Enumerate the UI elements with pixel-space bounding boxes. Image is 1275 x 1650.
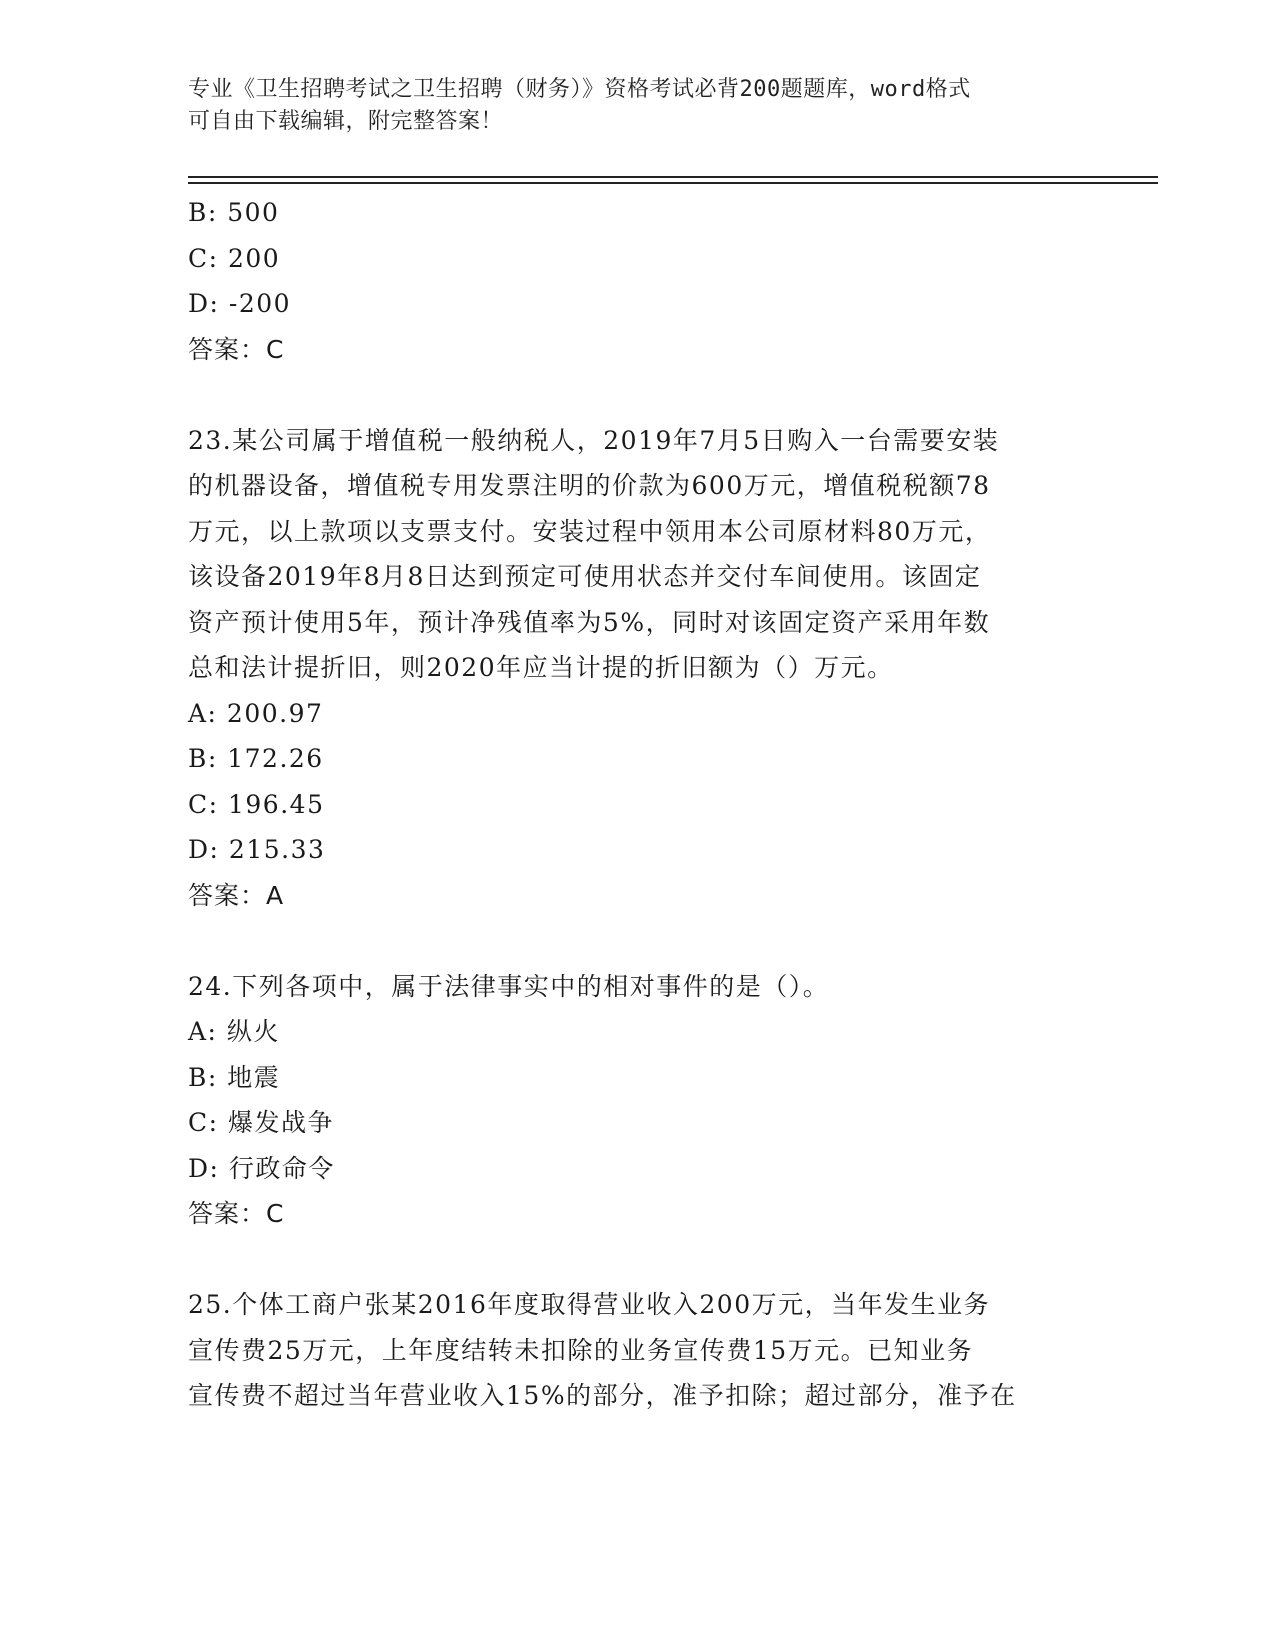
option-c: C: 爆发战争: [188, 1108, 334, 1137]
option-a: A: 纵火: [188, 1017, 280, 1046]
option-d: D: 行政命令: [188, 1153, 335, 1183]
option-c: C: 200: [188, 243, 281, 273]
question-stem-line: 总和法计提折旧，则2020年应当计提的折旧额为（）万元。: [188, 653, 894, 682]
question-stem-line: 该设备2019年8月8日达到预定可使用状态并交付车间使用。该固定: [188, 562, 982, 591]
option-a: A: 200.97: [188, 698, 324, 728]
header-line-2: 可自由下载编辑，附完整答案！: [188, 109, 504, 134]
question-24: [188, 964, 1093, 1237]
question-content: [188, 190, 1093, 1419]
spacer: [188, 1237, 1093, 1283]
question-stem-line: 25.个体工商户张某2016年度取得营业收入200万元，当年发生业务: [188, 1290, 991, 1319]
document-header: [188, 74, 1088, 138]
answer: 答案：C: [188, 1199, 285, 1228]
question-stem-line: 宣传费25万元，上年度结转未扣除的业务宣传费15万元。已知业务: [188, 1335, 974, 1365]
question-stem-line: 宣传费不超过当年营业收入15%的部分，准予扣除；超过部分，准予在: [188, 1381, 1017, 1410]
question-stem-line: 24.下列各项中，属于法律事实中的相对事件的是（）。: [188, 971, 830, 1001]
question-stem-line: 万元，以上款项以支票支付。安装过程中领用本公司原材料80万元，: [188, 516, 992, 546]
header-rule-bottom: [188, 182, 1158, 184]
question-stem-line: 的机器设备，增值税专用发票注明的价款为600万元，增值税税额78: [188, 471, 991, 500]
question-stem-line: 23.某公司属于增值税一般纳税人，2019年7月5日购入一台需要安装: [188, 425, 1000, 455]
spacer: [188, 372, 1093, 418]
option-d: D: 215.33: [188, 835, 326, 864]
spacer: [188, 918, 1093, 964]
question-23: [188, 418, 1093, 919]
option-d: D: -200: [188, 289, 292, 318]
option-b: B: 地震: [188, 1062, 281, 1092]
answer: 答案：A: [188, 880, 285, 910]
option-b: B: 172.26: [188, 744, 324, 773]
header-line-1: 专业《卫生招聘考试之卫生招聘（财务）》资格考试必背200题题库，word格式: [188, 77, 971, 102]
question-25: [188, 1282, 1093, 1419]
header-rule-top: [188, 176, 1158, 178]
option-c: C: 196.45: [188, 789, 325, 819]
question-stem-line: 资产预计使用5年，预计净残值率为5%，同时对该固定资产采用年数: [188, 607, 991, 637]
answer: 答案：C: [188, 334, 285, 364]
prev-question: [188, 190, 1093, 372]
option-b: B: 500: [188, 198, 280, 227]
